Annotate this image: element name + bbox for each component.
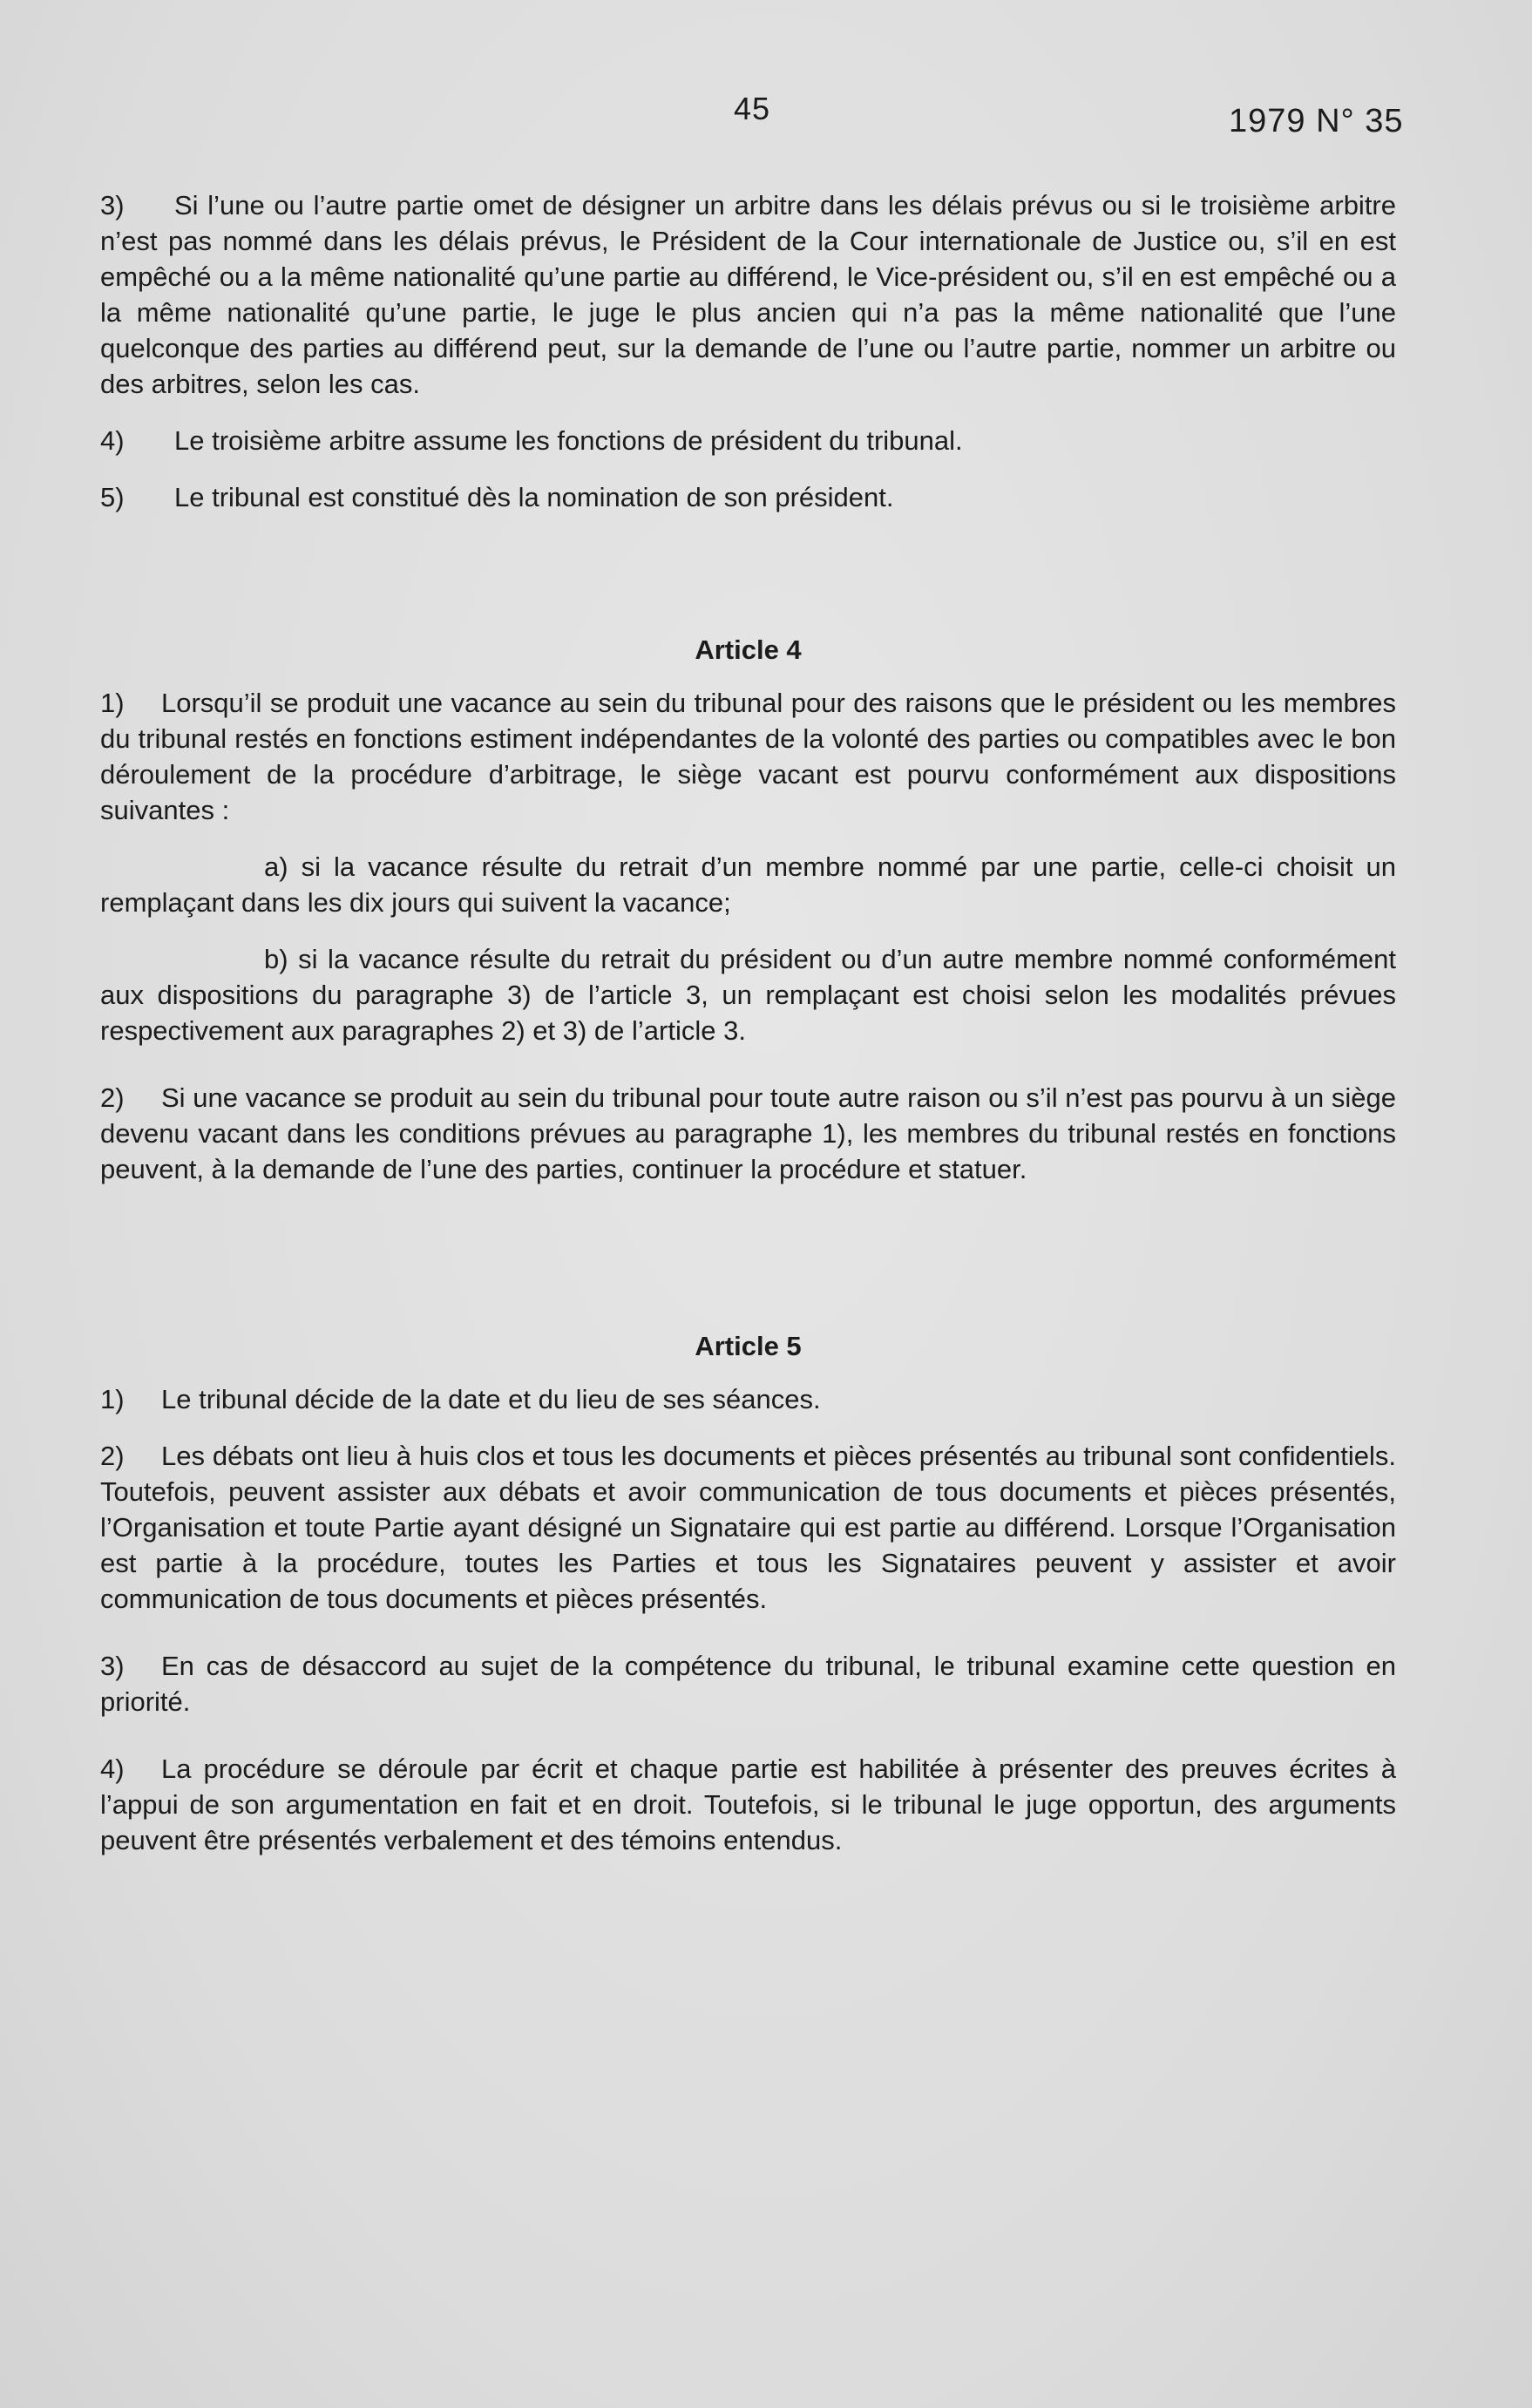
page-number: 45 bbox=[734, 91, 771, 126]
document-body bbox=[100, 187, 1396, 1879]
paragraph-text: Lorsqu’il se produit une vacance au sein du tribunal pour des raisons que le président ou les membres du tribunal restés en fonctions estiment indépendantes de la volonté des parties ou compatibles avec le bon déroulement de la procédure d’arbitrage, le siège vacant est pourvu conformément aux dispositions suivantes : bbox=[100, 688, 1396, 825]
article5-paragraph-4 bbox=[100, 1751, 1396, 1858]
paragraph-number: 2) bbox=[100, 1082, 125, 1113]
article4-heading: Article 4 bbox=[695, 634, 802, 665]
paragraph-number: 5) bbox=[100, 482, 125, 512]
paragraph-text: La procédure se déroule par écrit et chaque partie est habilitée à présenter des preuves écrites à l’appui de son argumentation en fait et en droit. Toutefois, si le tribunal le juge opportun, des arguments peuvent être présentés verbalement et des témoins entendus. bbox=[100, 1753, 1396, 1855]
paragraph-number: 3) bbox=[100, 1651, 125, 1681]
paragraph-text: Le troisième arbitre assume les fonctions de président du tribunal. bbox=[174, 425, 963, 456]
article3-paragraph-5 bbox=[100, 479, 1396, 515]
paragraph-number: 1) bbox=[100, 1384, 125, 1414]
paragraph-text: Si une vacance se produit au sein du tribunal pour toute autre raison ou s’il n’est pas pourvu à un siège devenu vacant dans les conditions prévues au paragraphe 1), les membres du tribunal restés en fonctions peuvent, à la demande de l’une des parties, continuer la procédure et statuer. bbox=[100, 1082, 1396, 1184]
article4-paragraph-2 bbox=[100, 1080, 1396, 1187]
paragraph-text: Les débats ont lieu à huis clos et tous les documents et pièces présentés au tribunal sont confidentiels. Toutefois, peuvent assister aux débats et avoir communication de tous documents et pièces présentés, l’Organisation et toute Partie ayant désigné un Signataire qui est partie au différend. Lorsque l’Organisation est partie à la procédure, toutes les Parties et tous les Signataires peuvent y assister et avoir communication de tous documents et pièces présentés. bbox=[100, 1441, 1396, 1614]
article5-paragraph-3 bbox=[100, 1648, 1396, 1720]
paragraph-text: Le tribunal décide de la date et du lieu de ses séances. bbox=[161, 1384, 821, 1414]
paragraph-number: 1) bbox=[100, 688, 125, 718]
paragraph-text: Si l’une ou l’autre partie omet de désigner un arbitre dans les délais prévus ou si le troisième arbitre n’est pas nommé dans les délais prévus, le Président de la Cour internationale de Justice ou, s’il en est empêché ou a la même nationalité qu’une partie au différend, le Vice-président ou, s’il en est empêché ou a la même nationalité qu’une partie, le juge le plus ancien qui n’a pas la même nationalité que l’une quelconque des parties au différend peut, sur la demande de l’une ou l’autre partie, nommer un arbitre ou des arbitres, selon les cas. bbox=[100, 190, 1396, 399]
article4-paragraph-1 bbox=[100, 685, 1396, 828]
article4-subparagraph-b: b) si la vacance résulte du retrait du président ou d’un autre membre nommé conformément aux dispositions du paragraphe 3) de l’article 3, un remplaçant est choisi selon les modalités prévues respectivement aux paragraphes 2) et 3) de l’article 3. bbox=[100, 944, 1396, 1046]
article4-subparagraph-a: a) si la vacance résulte du retrait d’un membre nommé par une partie, celle-ci choisit un remplaçant dans les dix jours qui suivent la vacance; bbox=[100, 851, 1396, 918]
article5-heading: Article 5 bbox=[695, 1331, 802, 1361]
paragraph-text: Le tribunal est constitué dès la nomination de son président. bbox=[174, 482, 894, 512]
paragraph-number: 4) bbox=[100, 425, 125, 456]
article5-paragraph-1 bbox=[100, 1381, 1396, 1417]
paragraph-number: 4) bbox=[100, 1753, 125, 1784]
paragraph-text: En cas de désaccord au sujet de la compétence du tribunal, le tribunal examine cette question en priorité. bbox=[100, 1651, 1396, 1717]
article3-paragraph-3 bbox=[100, 187, 1396, 402]
article3-paragraph-4 bbox=[100, 423, 1396, 458]
document-reference: 1979 N° 35 bbox=[1229, 103, 1404, 139]
article5-paragraph-2 bbox=[100, 1438, 1396, 1617]
paragraph-number: 3) bbox=[100, 190, 125, 220]
paragraph-number: 2) bbox=[100, 1441, 125, 1471]
